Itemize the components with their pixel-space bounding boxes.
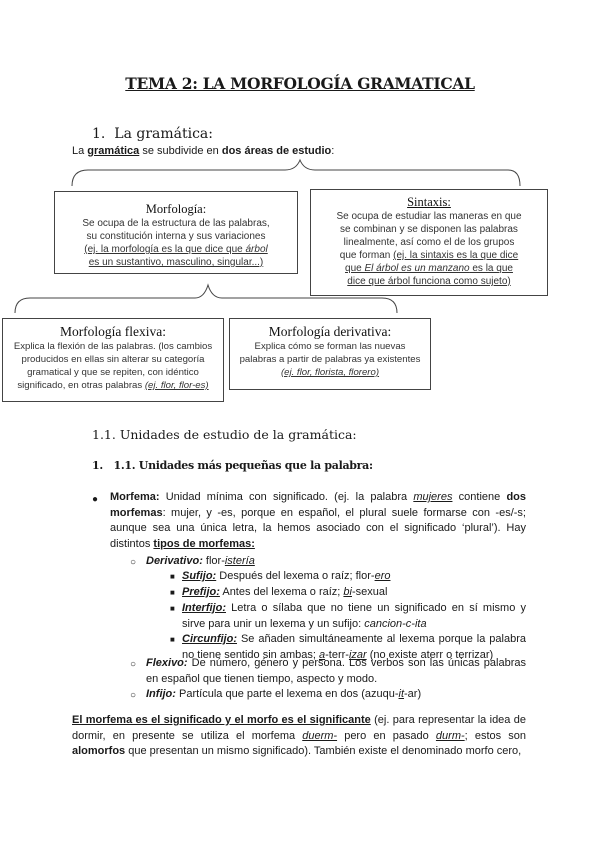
box-text: producidos en ellas sin alterar su categoría	[21, 354, 205, 365]
text: Unidad mínima con significado. (ej. la palabra	[159, 491, 414, 503]
box-sintaxis	[310, 189, 548, 296]
term-label: Sufijo:	[182, 570, 217, 582]
example-morpheme: a	[318, 648, 326, 661]
text: -sexual	[351, 586, 388, 598]
section-title: La gramática:	[114, 126, 213, 142]
subsection-title: 1.1. Unidades más pequeñas que la palabra:	[113, 459, 373, 472]
term-label: Interfijo:	[182, 602, 226, 614]
bold-text: alomorfos	[72, 745, 126, 757]
square-bullet-icon: ■	[170, 572, 175, 581]
intro-text: La	[72, 145, 88, 157]
intro-bold: dos áreas de estudio	[221, 145, 332, 157]
box-text	[3, 379, 223, 392]
example-text: (ej. la morfología es la que dice que	[84, 244, 246, 255]
tipo-infijo	[146, 687, 526, 703]
text: (ej. para representar la idea de dormir, en presente se utiliza el morfema	[72, 714, 527, 742]
text: -terr-	[325, 648, 349, 661]
box-example	[311, 262, 547, 275]
text: Se añaden simultáneamente al lexema porque la palabra no tiene sentido sin ambas;	[182, 633, 526, 661]
text: contiene	[452, 491, 507, 503]
text: significado, en otras palabras	[17, 380, 145, 391]
text: -ar)	[404, 688, 422, 700]
page-title: TEMA 2: LA MORFOLOGÍA GRAMATICAL	[125, 74, 475, 93]
example-morpheme: it	[398, 688, 405, 700]
box-text: Explica la flexión de las palabras. (los cambios	[13, 341, 213, 352]
example-text: (ej. la sintaxis es la que dice	[393, 250, 519, 261]
text: Partícula que parte el lexema en dos (azuqu-	[175, 688, 399, 700]
term-label: Derivativo:	[146, 555, 203, 567]
intro-text: :	[331, 145, 335, 157]
box-example: es un sustantivo, masculino, singular...)	[88, 257, 264, 268]
text: que	[345, 263, 365, 274]
box-text: su constitución interna y sus variaciones	[86, 231, 266, 242]
example-text: (ej. flor, flor-es)	[144, 380, 209, 391]
box-morfologia-derivativa	[229, 318, 431, 390]
box-title: Morfología:	[145, 202, 207, 216]
bold-text: dos morfemas	[110, 491, 526, 519]
example-morpheme: durm-	[435, 729, 465, 742]
text: (no existe aterr o terrizar)	[366, 648, 494, 661]
term-gramatica: gramática	[87, 145, 140, 157]
section-number: 1.	[92, 126, 106, 142]
square-bullet-icon: ■	[170, 604, 175, 613]
text: que forman	[339, 250, 394, 261]
box-text: se combinan y se disponen las palabras	[340, 224, 518, 235]
text: Después del lexema o raíz; flor-	[216, 570, 375, 582]
tipo-derivativo	[146, 554, 526, 570]
tipo-sufijo	[182, 569, 526, 585]
box-title: Morfología flexiva:	[59, 324, 167, 339]
term-label: Circunfijo:	[182, 633, 237, 645]
term-label: Flexivo:	[146, 657, 188, 669]
box-text: Se ocupa de estudiar las maneras en que	[336, 211, 522, 222]
box-text: gramatical y que se repiten, con idéntico	[27, 367, 199, 378]
subsection-heading	[92, 459, 373, 472]
bold-underlined-text: El morfema es el significado y el morfo es el significante	[72, 714, 371, 726]
text: ; estos son	[464, 729, 526, 742]
box-example: (ej. flor, florista, florero)	[280, 367, 380, 378]
square-bullet-icon: ■	[170, 635, 175, 644]
term-label: Prefijo:	[182, 586, 220, 598]
text: De número, género y persona. Los verbos son las únicas palabras en español que tienen tiempo, aspecto y modo.	[146, 657, 526, 685]
example-morpheme: istería	[224, 555, 255, 567]
text: pero en pasado	[337, 729, 436, 742]
section-heading-1-1: 1.1. Unidades de estudio de la gramática:	[92, 427, 357, 442]
text: flor-	[202, 555, 225, 567]
circle-bullet-icon: ○	[130, 690, 137, 701]
example-morpheme: duerm-	[302, 729, 338, 742]
circle-bullet-icon: ○	[130, 557, 137, 568]
text: : mujer, y -es, porque en español, el plural suele formarse con -es/-s; aunque sea una única letra, la hemos asociado con el significado ‘plural’). Hay distintos	[110, 506, 526, 550]
box-example	[55, 243, 297, 256]
text: Letra o sílaba que no tiene un significado en sí mismo y sirve para unir un lexema y un sufijo:	[182, 602, 526, 630]
box-text: Explica cómo se forman las nuevas	[254, 341, 406, 352]
term-label: Infijo:	[146, 688, 176, 700]
example-word: árbol	[245, 244, 268, 255]
bold-underlined-text: tipos de morfemas:	[153, 537, 255, 550]
box-title: Sintaxis:	[407, 195, 451, 209]
text: Antes del lexema o raíz;	[219, 586, 344, 598]
example-word: mujeres	[413, 491, 453, 503]
box-title: Morfología derivativa:	[268, 324, 392, 339]
example-morpheme: bi	[343, 586, 352, 598]
bullet-icon: ●	[92, 494, 99, 505]
term-label: Morfema:	[110, 491, 160, 503]
box-text: Se ocupa de la estructura de las palabras,	[82, 218, 270, 229]
box-morfologia	[54, 191, 298, 274]
box-text: palabras a partir de palabras ya existentes	[239, 354, 421, 365]
square-bullet-icon: ■	[170, 588, 175, 597]
circle-bullet-icon: ○	[130, 659, 137, 670]
box-morfologia-flexiva	[2, 318, 224, 402]
tipo-flexivo	[146, 656, 526, 687]
example-morpheme: ero	[374, 570, 391, 582]
example-sentence: El árbol es un manzano	[364, 263, 470, 274]
tipo-prefijo	[182, 585, 526, 601]
subsection-number: 1.	[92, 459, 103, 472]
box-text	[311, 249, 547, 262]
example-word: cancion-c-ita	[364, 617, 427, 630]
text: es la que	[469, 263, 513, 274]
example-morpheme: izar	[348, 648, 367, 661]
box-text: linealmente, así como el de los grupos	[343, 237, 515, 248]
tipo-interfijo	[182, 601, 526, 632]
intro-text: se subdivide en	[139, 145, 222, 157]
morfema-paragraph	[110, 490, 526, 552]
closing-paragraph	[72, 713, 526, 760]
text: que presentan un mismo significado). También existe el denominado morfo cero,	[125, 745, 522, 757]
box-example: dice que árbol funciona como sujeto)	[347, 276, 511, 287]
